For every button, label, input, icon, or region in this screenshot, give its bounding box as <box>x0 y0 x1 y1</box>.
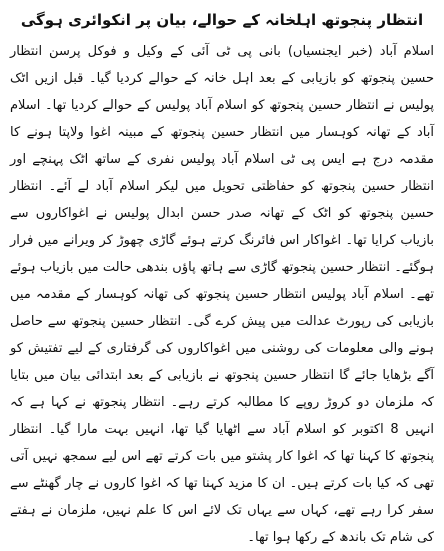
article-paragraph: تھانہ کوہسار کے مقدمہ میں بازیابی کی رپورٹ عدالت میں پیش کرے گی۔ انتظار حسین پنجوتھ سے حاصل ہونے والی معلومات کی روشنی میں اغواکاروں کی گرفتاری کے لیے تفتیش کو آگے بڑھایا جائے گا <box>10 287 434 383</box>
article-body <box>10 38 434 551</box>
article-paragraph: انتظار حسین پنجوتھ نے بازیابی کے بعد ابتدائی بیان میں بتایا کہ ملزمان دو کروڑ روپے کا مطالبہ کرتے رہے۔ انتظار پنجوتھ نے کہا ہے کہ انہیں 8 اکتوبر کو اسلام آباد سے اٹھایا گیا تھا، انہیں بہت مارا گیا۔ انتظار پنجوتھ کا کہنا تھا کہ اغوا کار پشتو میں بات کرتے تھے اس لیے سمجھ نہیں آتی تھی کہ کیا بات کرتے ہیں۔ ان کا مزید کہنا تھا کہ اغوا کاروں نے چار گھنٹے سے سفر کرا رہے تھے، کہاں سے یہاں تک لائے اس کا علم نہیں، ملزمان نے ہفتے کی شام تک باندھ کے رکھا ہوا تھا۔ <box>10 368 435 545</box>
article-headline: انتظار پنجوتھ اہلخانہ کے حوالے، بیان پر انکوائری ہوگی <box>20 11 424 29</box>
article-paragraph: اسلام آباد (خبر ایجنسیاں) بانی پی ٹی آئی کے وکیل و فوکل پرسن انتظار حسین پنجوتھ کو بازیابی کے بعد اہل خانہ کے حوالے کردیا گیا۔ قبل ازیں اٹک پولیس نے انتظار حسین پنجوتھ کو اسلام آباد پولیس کے حوالے کردیا تھا۔ اسلام آباد کے تھانہ کوہسار میں انتظار حسین پنجوتھ کے مبینہ اغوا ولاپتا ہونے کا مقدمہ درج ہے <box>10 44 434 167</box>
article-paragraph: ایس پی ٹی اسلام آباد پولیس نفری کے ساتھ اٹک پہنچے اور انتظار حسین پنجوتھ کو حفاظتی تحویل میں لیکر اسلام آباد لے آئے۔ انتظار حسین پنجوتھ کو اٹک کے تھانہ صدر حسن ابدال پولیس نے اغواکاروں سے بازیاب کرایا تھا۔ اغواکار اس فائرنگ کرتے ہوئے گاڑی چھوڑ کر ویرانے میں فرار ہوگئے۔ انتظار حسین پنجوتھ گاڑی سے ہاتھ پاؤں بندھی حالت میں بازیاب ہوئے تھے۔ اسلام آباد پولیس انتظار حسین پنجوتھ کی <box>10 152 434 302</box>
